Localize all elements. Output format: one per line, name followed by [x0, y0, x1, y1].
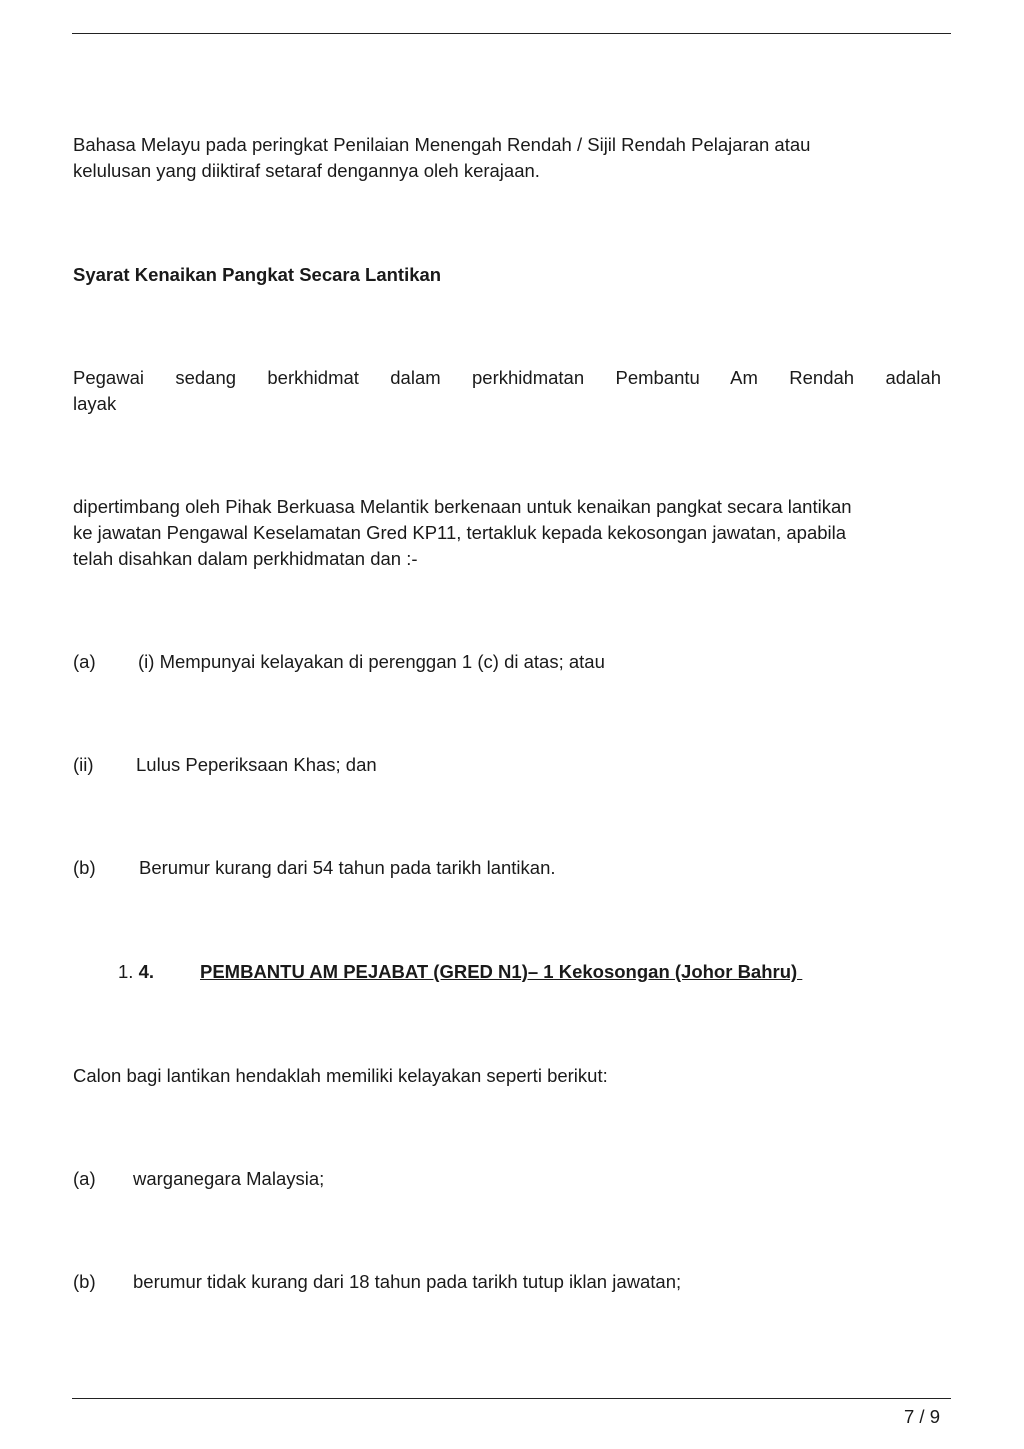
footer-rule [72, 1398, 951, 1399]
consider-paragraph-line-2: ke jawatan Pengawal Keselamatan Gred KP11, tertakluk kepada kekosongan jawatan, apabila [73, 522, 847, 543]
list-item [73, 649, 605, 675]
list-item-marker: (b) [73, 857, 96, 878]
consider-paragraph-line-1: dipertimbang oleh Pihak Berkuasa Melantik berkenaan untuk kenaikan pangkat secara lantikan [73, 496, 852, 517]
page-number: 7 / 9 [904, 1406, 940, 1427]
list-item-text: warganegara Malaysia; [133, 1168, 325, 1189]
candidate-intro: Calon bagi lantikan hendaklah memiliki kelayakan seperti berikut: [73, 1065, 608, 1086]
consider-paragraph-line-3: telah disahkan dalam perkhidmatan dan :- [73, 548, 418, 569]
list-item-text: Lulus Peperiksaan Khas; dan [136, 754, 377, 775]
list-item [73, 752, 377, 778]
list-item-text: Berumur kurang dari 54 tahun pada tarikh lantikan. [139, 857, 556, 878]
list-item [73, 855, 556, 881]
vacancy-section-number: 4. [138, 961, 155, 982]
list-item [73, 1269, 682, 1295]
officer-paragraph-line-1: Pegawai sedang berkhidmat dalam perkhidmatan Pembantu Am Rendah adalah [73, 367, 941, 388]
vacancy-title: PEMBANTU AM PEJABAT (GRED N1)– 1 Kekosongan (Johor Bahru) [200, 961, 803, 982]
list-item-text: berumur tidak kurang dari 18 tahun pada tarikh tutup iklan jawatan; [133, 1271, 682, 1292]
list-item-marker: (a) [73, 651, 96, 672]
officer-paragraph-line-2: layak [73, 393, 117, 414]
list-item-marker: (ii) [73, 754, 94, 775]
list-item-marker: (a) [73, 1168, 96, 1189]
list-item [73, 1166, 325, 1192]
list-item-text: (i) Mempunyai kelayakan di perenggan 1 (c) di atas; atau [138, 651, 605, 672]
header-rule [72, 33, 951, 34]
section-heading: Syarat Kenaikan Pangkat Secara Lantikan [73, 264, 442, 285]
vacancy-list-number: 1. [118, 961, 134, 982]
list-item-marker: (b) [73, 1271, 96, 1292]
intro-paragraph-line-2: kelulusan yang diiktiraf setaraf dengannya oleh kerajaan. [73, 160, 540, 181]
vacancy-heading [118, 959, 803, 985]
intro-paragraph-line-1: Bahasa Melayu pada peringkat Penilaian Menengah Rendah / Sijil Rendah Pelajaran atau [73, 134, 811, 155]
